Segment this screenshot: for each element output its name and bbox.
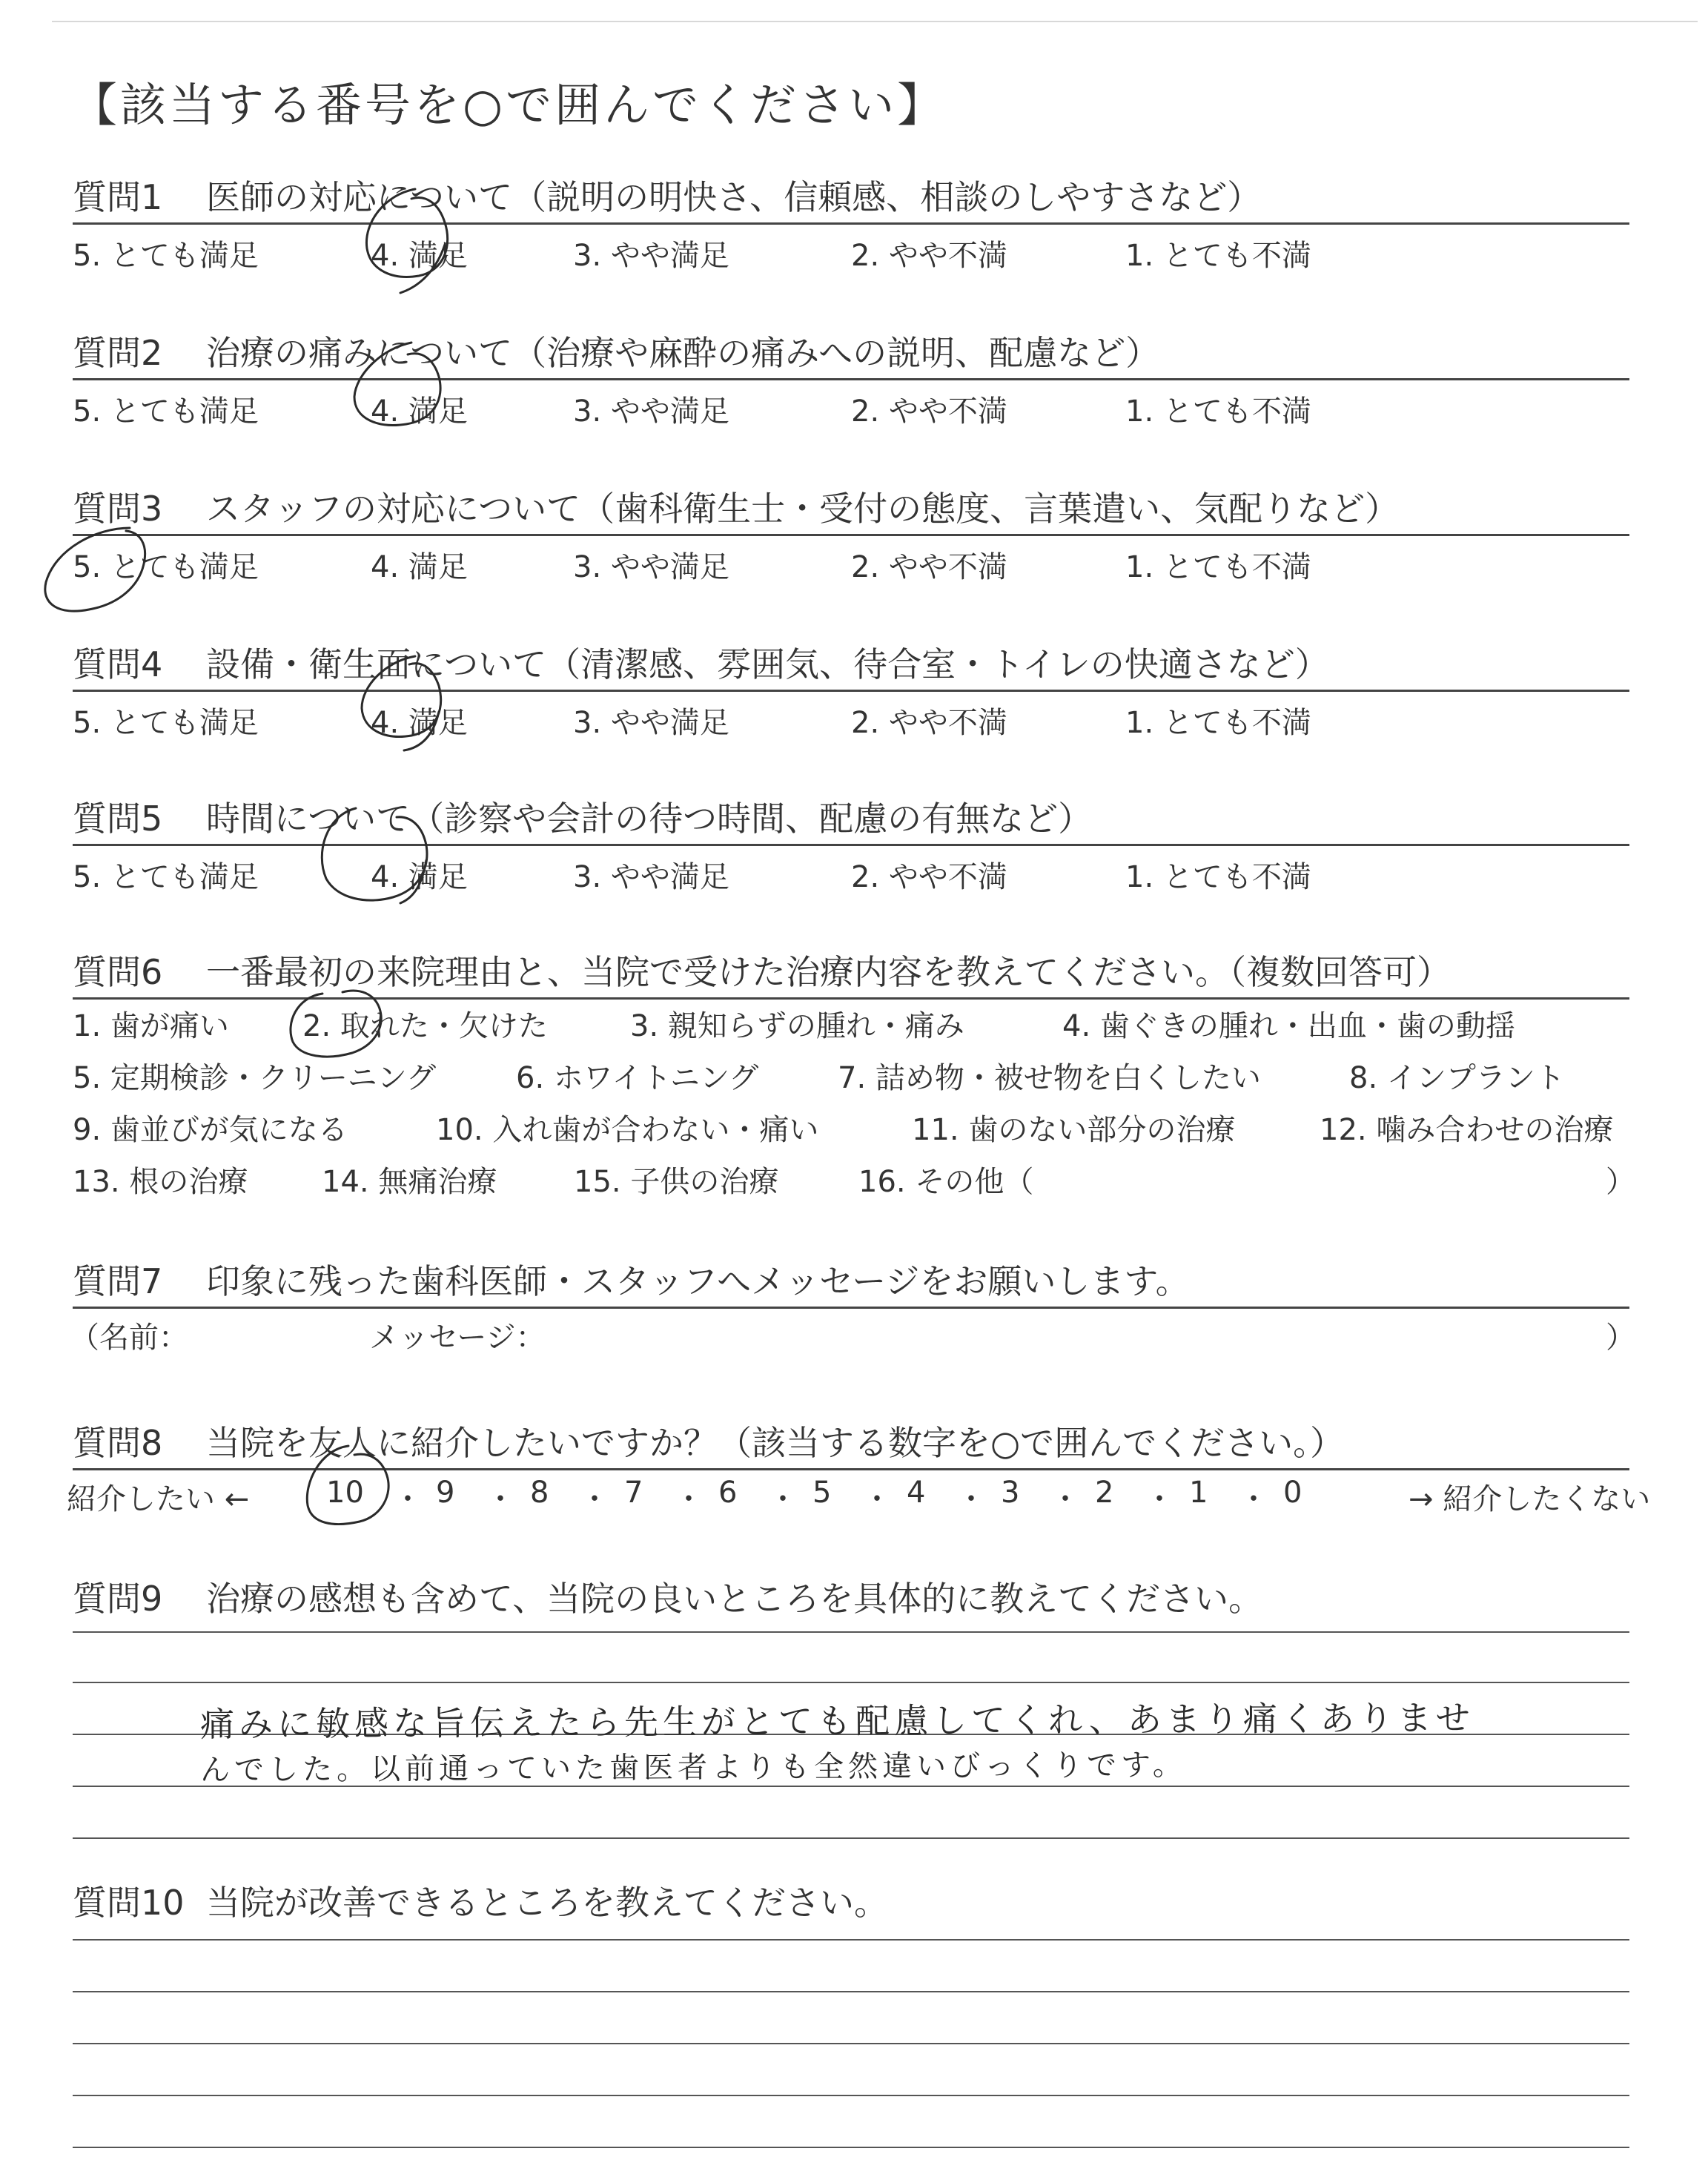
option-2[interactable]: 2. やや不満 (851, 394, 1007, 429)
q6-option-5[interactable]: 5. 定期検診・クリーニング (73, 1061, 437, 1095)
q6-option-15[interactable]: 15. 子供の治療 (574, 1165, 779, 1199)
scale-10[interactable]: 10 (326, 1476, 364, 1510)
scale-dot: ・ (1050, 1482, 1080, 1516)
option-5[interactable]: 5. とても満足 (73, 550, 259, 584)
scale-left-label: 紹介したい ← (67, 1482, 250, 1516)
q6-option-3[interactable]: 3. 親知らずの腫れ・痛み (630, 1009, 964, 1043)
q7-name-label: （名前： (70, 1321, 188, 1355)
option-4[interactable]: 4. 満足 (371, 239, 468, 273)
option-4[interactable]: 4. 満足 (371, 394, 468, 429)
q6-option-6[interactable]: 6. ホワイトニング (516, 1061, 759, 1095)
q6-option-9[interactable]: 9. 歯並びが気になる (73, 1113, 348, 1147)
option-5[interactable]: 5. とても満足 (73, 394, 259, 429)
option-2[interactable]: 2. やや不満 (851, 239, 1007, 273)
option-2[interactable]: 2. やや不満 (851, 860, 1007, 894)
scale-3[interactable]: 3 (1001, 1476, 1020, 1510)
scale-4[interactable]: 4 (907, 1476, 926, 1510)
option-1[interactable]: 1. とても不満 (1125, 550, 1311, 584)
q6-option-7[interactable]: 7. 詰め物・被せ物を白くしたい (838, 1061, 1261, 1095)
option-3[interactable]: 3. やや満足 (573, 706, 729, 740)
option-5[interactable]: 5. とても満足 (73, 860, 259, 894)
question-title: 質問9 治療の感想も含めて、当院の良いところを具体的に教えてください。 (73, 1579, 1263, 1619)
scale-dot: ・ (768, 1482, 798, 1516)
scale-1[interactable]: 1 (1189, 1476, 1208, 1510)
scale-6[interactable]: 6 (718, 1476, 738, 1510)
q6-option-14[interactable]: 14. 無痛治療 (322, 1165, 497, 1199)
scale-dot: ・ (674, 1482, 704, 1516)
q6-option-8[interactable]: 8. インプラント (1349, 1061, 1565, 1095)
scale-dot: ・ (1145, 1482, 1174, 1516)
option-3[interactable]: 3. やや満足 (573, 239, 729, 273)
question-title: 質問7 印象に残った歯科医師・スタッフへメッセージをお願いします。 (73, 1255, 1629, 1309)
circle-q2-option-4 (354, 343, 440, 425)
scale-right-label: → 紹介したくない (1409, 1482, 1651, 1516)
scale-dot: ・ (1239, 1482, 1268, 1516)
scale-dot: ・ (580, 1482, 609, 1516)
q7-message-label: メッセージ： (369, 1321, 546, 1355)
question-title: 質問4 設備・衛生面について（清潔感、雰囲気、待合室・トイレの快適さなど） (73, 638, 1629, 692)
circle-q1-option-4 (366, 189, 447, 293)
circle-q8-scale-10 (307, 1446, 388, 1525)
option-4[interactable]: 4. 満足 (371, 860, 468, 894)
option-3[interactable]: 3. やや満足 (573, 550, 729, 584)
question-title: 質問2 治療の痛みについて（治療や麻酔の痛みへの説明、配慮など） (73, 326, 1629, 380)
circle-q3-option-5 (45, 528, 145, 611)
option-4[interactable]: 4. 満足 (371, 550, 468, 584)
option-5[interactable]: 5. とても満足 (73, 239, 259, 273)
question-title: 質問5 時間について（診察や会計の待つ時間、配慮の有無など） (73, 792, 1629, 846)
question-title: 質問1 医師の対応について（説明の明快さ、信頼感、相談のしやすさなど） (73, 171, 1629, 225)
q6-close-paren: ） (1606, 1165, 1635, 1199)
scale-dot: ・ (393, 1482, 423, 1516)
q6-option-16[interactable]: 16. その他（ (858, 1165, 1034, 1199)
question-title: 質問10 当院が改善できるところを教えてください。 (73, 1883, 888, 1923)
option-1[interactable]: 1. とても不満 (1125, 239, 1311, 273)
q6-option-2[interactable]: 2. 取れた・欠けた (302, 1009, 548, 1043)
q6-option-1[interactable]: 1. 歯が痛い (73, 1009, 229, 1043)
option-3[interactable]: 3. やや満足 (573, 394, 729, 429)
question-title: 質問8 当院を友人に紹介したいですか？（該当する数字を○で囲んでください。） (73, 1416, 1629, 1470)
question-title: 質問3 スタッフの対応について（歯科衛生士・受付の態度、言葉遣い、気配りなど） (73, 482, 1629, 536)
scale-dot: ・ (956, 1482, 986, 1516)
scale-9[interactable]: 9 (436, 1476, 455, 1510)
q6-option-10[interactable]: 10. 入れ歯が合わない・痛い (436, 1113, 819, 1147)
circle-q5-option-4 (322, 808, 427, 903)
circle-q6-option-2 (291, 991, 381, 1057)
scale-7[interactable]: 7 (624, 1476, 643, 1510)
option-5[interactable]: 5. とても満足 (73, 706, 259, 740)
option-2[interactable]: 2. やや不満 (851, 706, 1007, 740)
q7-close-paren: ） (1606, 1321, 1635, 1355)
scale-dot: ・ (486, 1482, 515, 1516)
scale-dot: ・ (862, 1482, 892, 1516)
scale-8[interactable]: 8 (530, 1476, 549, 1510)
handwritten-answer-line-1: 痛みに敏感な旨伝えたら先生がとても配慮してくれ、あまり痛くありませ (199, 1697, 1474, 1745)
handwritten-answer-line-2: んでした。以前通っていた歯医者よりも全然違いびっくりです。 (199, 1748, 1187, 1788)
q6-option-13[interactable]: 13. 根の治療 (73, 1165, 248, 1199)
option-2[interactable]: 2. やや不満 (851, 550, 1007, 584)
option-4[interactable]: 4. 満足 (371, 706, 468, 740)
option-3[interactable]: 3. やや満足 (573, 860, 729, 894)
option-1[interactable]: 1. とても不満 (1125, 860, 1311, 894)
q6-option-12[interactable]: 12. 噛み合わせの治療 (1320, 1113, 1614, 1147)
scale-0[interactable]: 0 (1283, 1476, 1302, 1510)
question-title: 質問6 一番最初の来院理由と、当院で受けた治療内容を教えてください。（複数回答可） (73, 945, 1629, 1000)
q6-option-4[interactable]: 4. 歯ぐきの腫れ・出血・歯の動揺 (1062, 1009, 1515, 1043)
circle-q4-option-4 (362, 656, 441, 750)
option-1[interactable]: 1. とても不満 (1125, 394, 1311, 429)
scale-5[interactable]: 5 (812, 1476, 832, 1510)
scale-2[interactable]: 2 (1095, 1476, 1114, 1510)
form-heading: 【該当する番号を○で囲んでください】 (71, 78, 947, 132)
option-1[interactable]: 1. とても不満 (1125, 706, 1311, 740)
q6-option-11[interactable]: 11. 歯のない部分の治療 (912, 1113, 1236, 1147)
